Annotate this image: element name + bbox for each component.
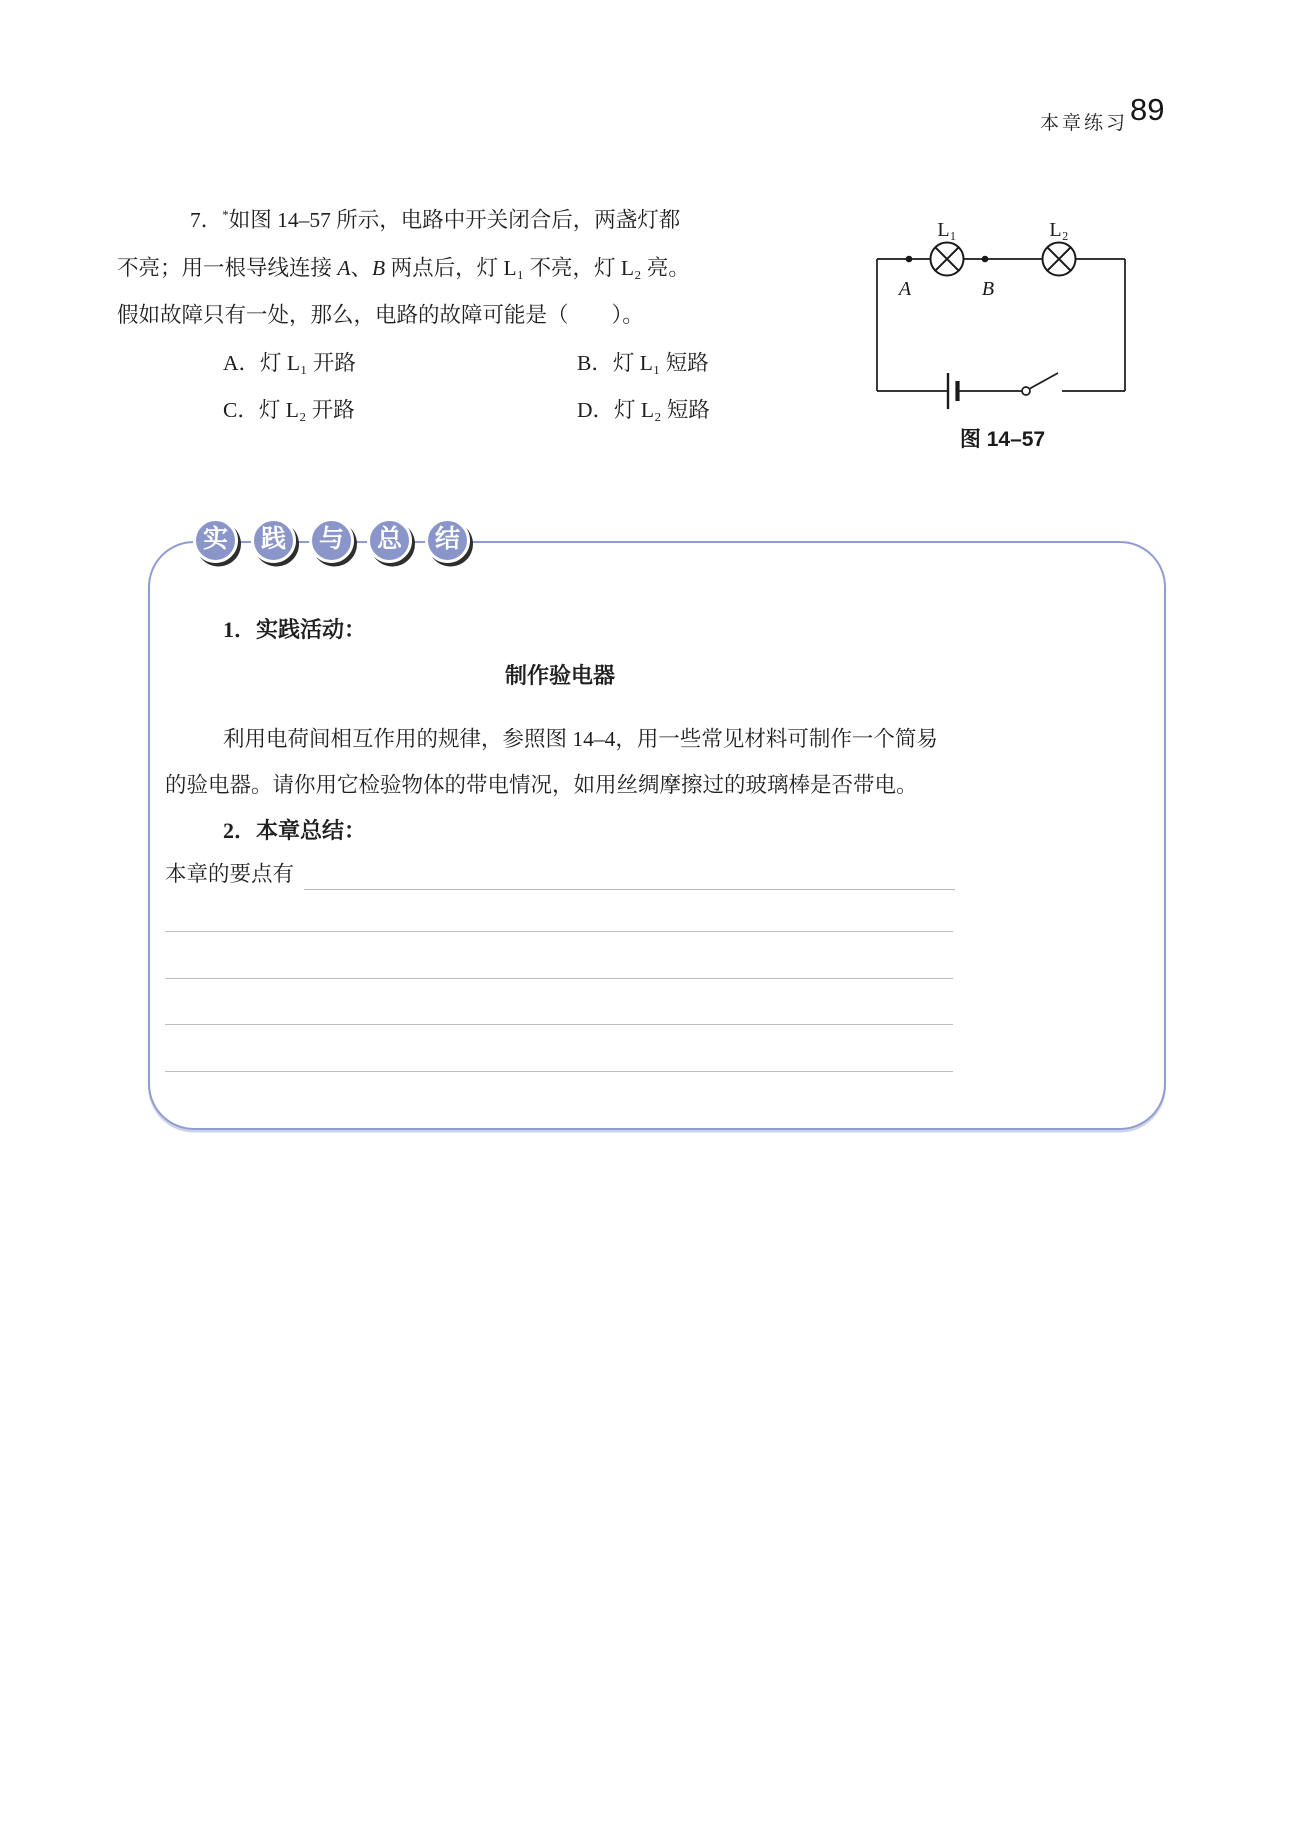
node-b-label: B [981, 278, 995, 300]
node-b-dot [982, 256, 989, 263]
option-d: D．灯 L₂ 短路 [577, 398, 710, 422]
node-a-dot [906, 256, 913, 263]
section-badge-1: 实 [193, 518, 238, 563]
lamp-l1-label: L₁ [937, 219, 957, 241]
q7-line-2-post: 两点后，灯 L₁ 不亮，灯 L₂ 亮。 [385, 255, 690, 280]
section-badge-2: 践 [251, 518, 296, 563]
writing-line-4 [165, 1071, 953, 1072]
q7-line-2 [117, 245, 827, 293]
q7-point-b: B [372, 255, 386, 280]
question-7 [117, 197, 827, 435]
activity-title: 制作验电器 [504, 663, 615, 688]
option-a: A．灯 L₁ 开路 [223, 350, 356, 375]
summary-writing-line [304, 859, 955, 890]
section-header-badges [193, 518, 470, 563]
q7-star: * [222, 206, 229, 222]
q7-caesura: 、 [350, 255, 373, 280]
option-b: B．灯 L₁ 短路 [577, 350, 709, 375]
q7-number: 7． [190, 208, 223, 232]
q7-line-3: 假如故障只有一处，那么，电路的故障可能是（ ）。 [117, 303, 644, 327]
lamp-l2-label: L₂ [1049, 219, 1069, 241]
page-number: 89 [1130, 92, 1165, 127]
circuit-diagram [860, 170, 1140, 410]
section-badge-3: 与 [309, 518, 354, 563]
page-header-label: 本章练习 [1040, 113, 1129, 134]
writing-line-2 [165, 978, 953, 979]
activity-para-line-1: 利用电荷间相互作用的规律，参照图 14–4，用一些常见材料可制作一个简易 [223, 727, 938, 751]
summary-lead-row [165, 858, 955, 890]
lamp-l2-icon [1043, 243, 1076, 276]
option-c: C．灯 L₂ 开路 [223, 398, 355, 422]
figure-caption: 图 14–57 [959, 428, 1046, 451]
q7-line-1 [117, 197, 827, 245]
q7-options-row-1 [117, 340, 827, 388]
battery-icon [948, 373, 958, 409]
practice-item1-label: 1．实践活动： [223, 617, 367, 642]
section-badge-5: 结 [425, 518, 470, 563]
activity-para-line-2: 的验电器。请你用它检验物体的带电情况，如用丝绸摩擦过的玻璃棒是否带电。 [165, 773, 918, 797]
node-a-label: A [898, 278, 912, 300]
q7-line-2-pre: 不亮；用一根导线连接 [117, 255, 338, 280]
writing-line-1 [165, 931, 953, 932]
q7-point-a: A [337, 255, 351, 280]
writing-line-3 [165, 1024, 953, 1025]
q7-options-row-2 [117, 387, 827, 435]
q7-line-1-text: 如图 14–57 所示，电路中开关闭合后，两盏灯都 [228, 208, 681, 232]
section-badge-4: 总 [367, 518, 412, 563]
practice-item2-label: 2．本章总结： [223, 818, 367, 843]
lamp-l1-icon [931, 243, 964, 276]
summary-lead-text: 本章的要点有 [165, 862, 295, 886]
switch-icon [1022, 373, 1058, 395]
